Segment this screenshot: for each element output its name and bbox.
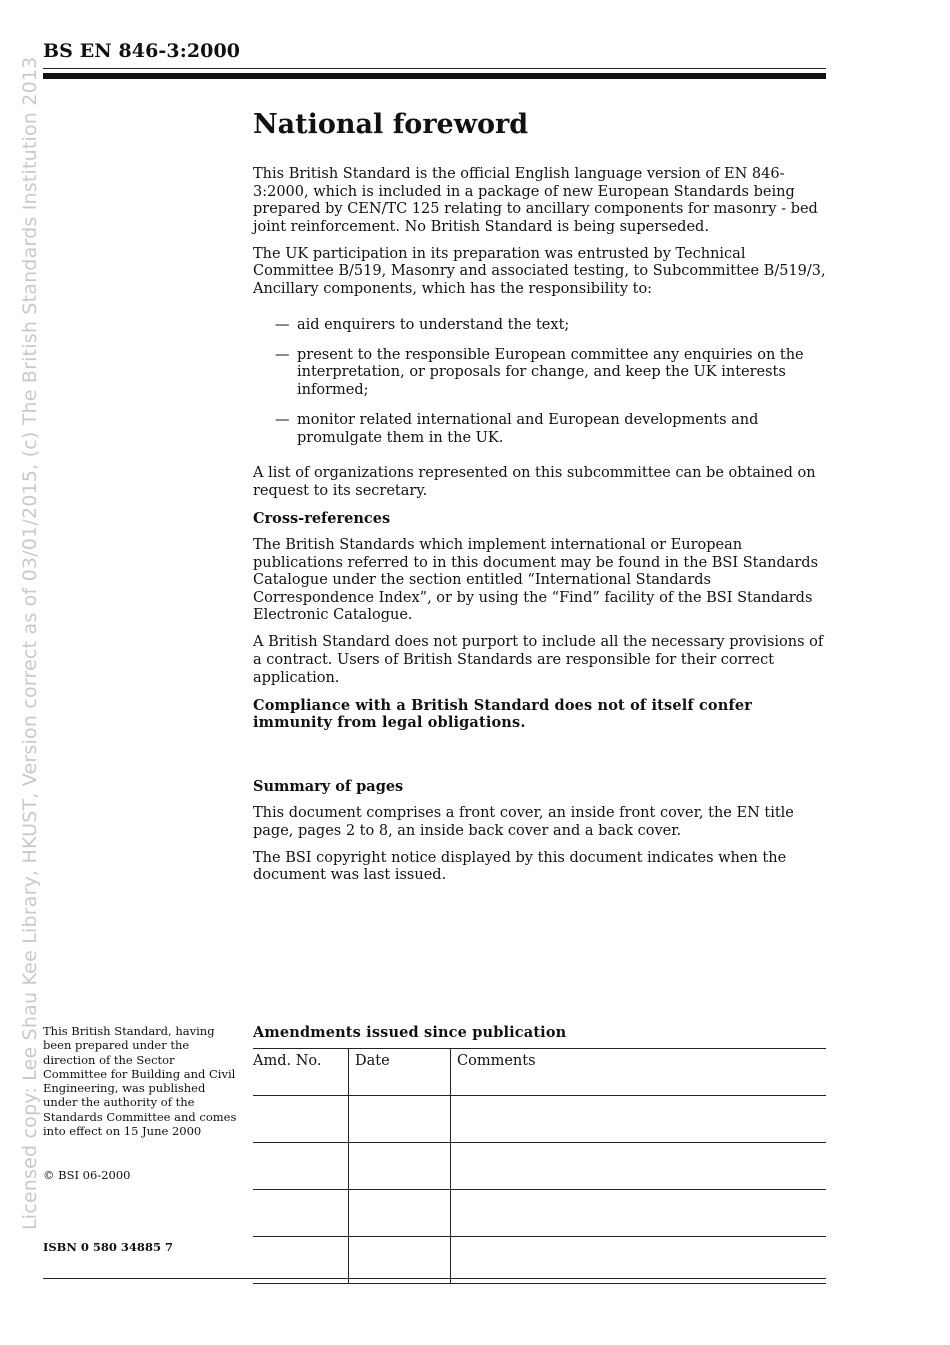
table-cell [253, 1096, 349, 1143]
summary-of-pages [253, 778, 828, 894]
column-header-date: Date [349, 1049, 451, 1096]
header-thick-rule [43, 73, 826, 79]
contract-paragraph: A British Standard does not purport to include all the necessary provisions of a contract. Users of British Standards are responsible for their correct application. [253, 634, 824, 686]
header-thin-rule [43, 68, 826, 69]
publication-note: This British Standard, having been prepared under the direction of the Sector Committee for Building and Civil Engineering, was published under the authority of the Standards Committee and comes into effect on 15 June 2000 [43, 1024, 237, 1139]
table-cell [451, 1237, 827, 1284]
table-row [253, 1096, 826, 1143]
document-id: BS EN 846-3:2000 [43, 40, 241, 62]
responsibilities-list [253, 317, 828, 448]
intro-paragraph: This British Standard is the official English language version of EN 846-3:2000, which is included in a package of new European Standards being prepared by CEN/TC 125 relating to ancillary components for masonry - bed joint reinforcement. No British Standard is being superseded. [253, 166, 818, 235]
amendments-title: Amendments issued since publication [253, 1024, 567, 1041]
table-cell [451, 1096, 827, 1143]
table-cell [349, 1143, 451, 1190]
table-cell [349, 1190, 451, 1237]
column-header-comments: Comments [451, 1049, 827, 1096]
list-item-text: monitor related international and European developments and promulgate them in the UK. [297, 412, 759, 446]
compliance-statement: Compliance with a British Standard does not of itself confer immunity from legal obligations. [253, 696, 752, 732]
table-row [253, 1143, 826, 1190]
table-row [253, 1237, 826, 1284]
amendments-table [253, 1048, 826, 1284]
table-cell [253, 1143, 349, 1190]
table-cell [253, 1237, 349, 1284]
list-item [253, 412, 828, 447]
license-watermark: Licensed copy: Lee Shau Kee Library, HKUST, Version correct as of 03/01/2015, (c) The British Standards Institution 2013 [19, 56, 41, 1230]
list-item-text: aid enquirers to understand the text; [297, 316, 570, 333]
table-cell [349, 1096, 451, 1143]
organizations-paragraph: A list of organizations represented on this subcommittee can be obtained on request to its secretary. [253, 465, 816, 499]
list-item [253, 317, 828, 335]
table-cell [253, 1190, 349, 1237]
cross-references-paragraph: The British Standards which implement international or European publications referred to in this document may be found in the BSI Standards Catalogue under the section entitled “International Standards Correspondence Index”, or by using the “Find” facility of the BSI Standards Electronic Catalogue. [253, 537, 819, 624]
table-row [253, 1190, 826, 1237]
table-cell [349, 1237, 451, 1284]
page-title: National foreword [253, 109, 529, 140]
column-header-amd-no: Amd. No. [253, 1049, 349, 1096]
national-foreword [253, 108, 828, 741]
participation-paragraph: The UK participation in its preparation was entrusted by Technical Committee B/519, Masonry and associated testing, to Subcommittee B/519/3, Ancillary components, which has the responsibility to: [253, 245, 826, 298]
summary-pages-paragraph: This document comprises a front cover, an inside front cover, the EN title page, pages 2 to 8, an inside back cover and a back cover. [253, 805, 794, 839]
copyright-notice-paragraph: The BSI copyright notice displayed by this document indicates when the document was last issued. [253, 849, 787, 884]
list-item-text: present to the responsible European committee any enquiries on the interpretation, or proposals for change, and keep the UK interests informed; [297, 346, 804, 398]
dash-marker: — [275, 412, 290, 429]
cross-references-heading: Cross-references [253, 509, 391, 527]
list-item [253, 347, 828, 400]
table-cell [451, 1190, 827, 1237]
footer-rule [43, 1278, 826, 1279]
table-header-row [253, 1049, 826, 1096]
table-cell [451, 1143, 827, 1190]
dash-marker: — [275, 316, 290, 333]
summary-heading: Summary of pages [253, 778, 404, 795]
isbn: ISBN 0 580 34885 7 [43, 1240, 173, 1254]
dash-marker: — [275, 346, 290, 363]
copyright-line: © BSI 06-2000 [43, 1168, 131, 1182]
